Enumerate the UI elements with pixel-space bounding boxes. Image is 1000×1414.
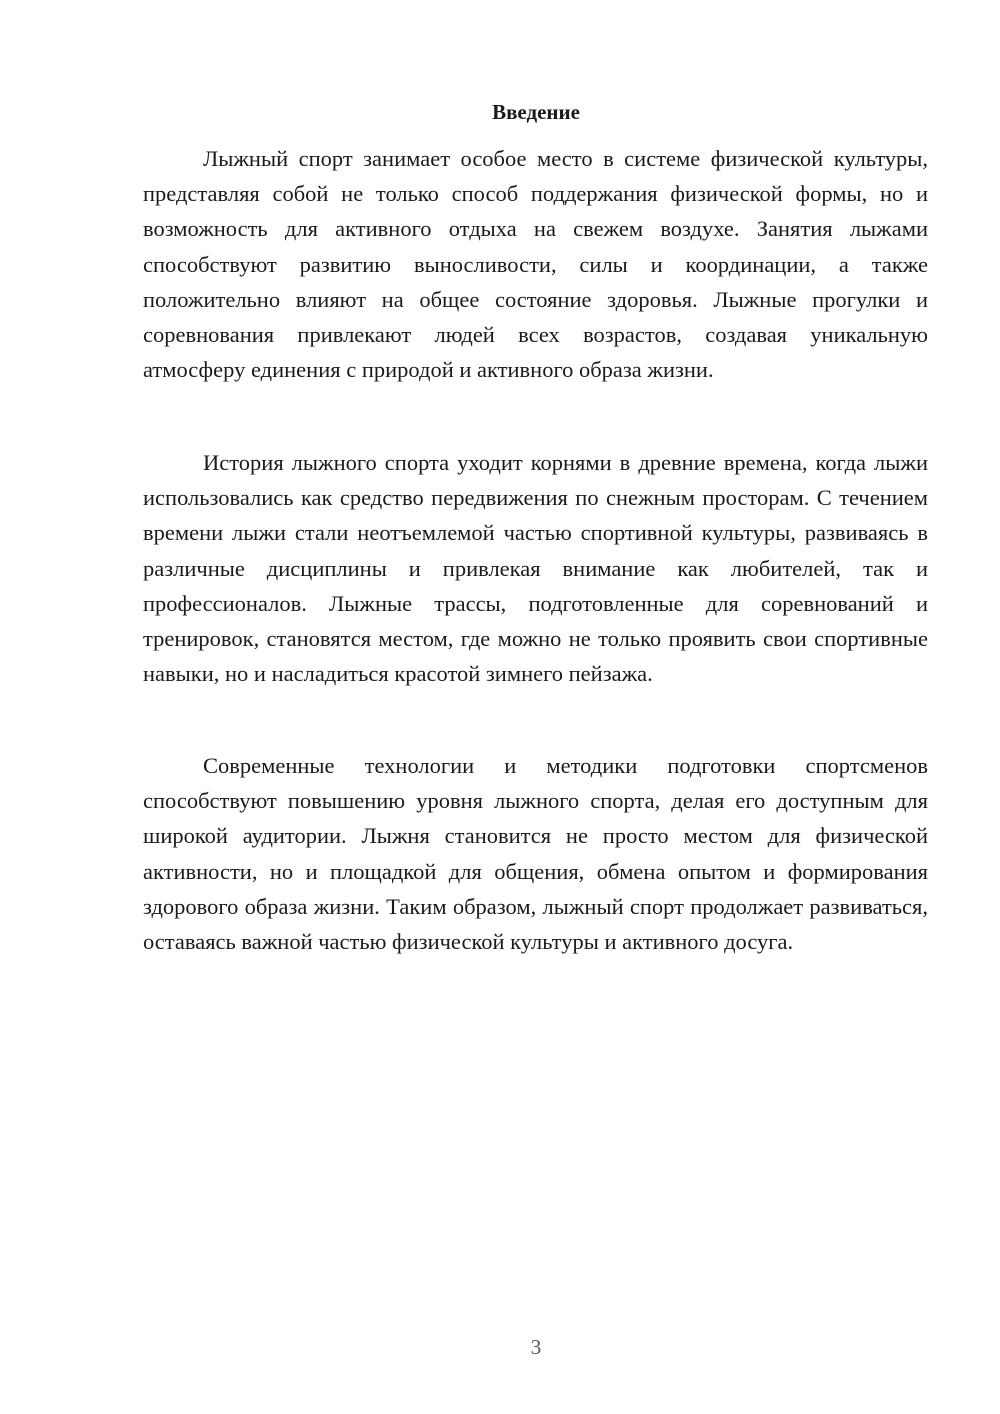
paragraph-3 [143, 748, 928, 959]
paragraph-text: Современные технологии и методики подготовки спортсменов способствуют повышению уровня лыжного спорта, делая его доступным для широкой аудитории. Лыжня становится не просто местом для физической активности, но и площадкой для общения, обмена опытом и формирования здорового образа жизни. Таким образом, лыжный спорт продолжает развиваться, оставаясь важной частью физической культуры и активного досуга. [143, 753, 928, 955]
paragraph-text: Лыжный спорт занимает особое место в системе физической культуры, представляя собой не только способ поддержания физической формы, но и возможность для активного отдыха на свежем воздухе. Занятия лыжами способствуют развитию выносливости, силы и координации, а также положительно влияют на общее состояние здоровья. Лыжные прогулки и соревнования привлекают людей всех возрастов, создавая уникальную атмосферу единения с природой и активного образа жизни. [143, 146, 928, 383]
paragraph-text: История лыжного спорта уходит корнями в древние времена, когда лыжи использовались как средство передвижения по снежным просторам. С течением времени лыжи стали неотъемлемой частью спортивной культуры, развиваясь в различные дисциплины и привлекая внимание как любителей, так и профессионалов. Лыжные трассы, подготовленные для соревнований и тренировок, становятся местом, где можно не только проявить свои спортивные навыки, но и насладиться красотой зимнего пейзажа. [143, 450, 928, 687]
paragraph-1 [143, 141, 928, 387]
page-number: 3 [530, 1335, 542, 1359]
paragraph-2 [143, 445, 928, 691]
section-title: Введение [492, 100, 580, 124]
